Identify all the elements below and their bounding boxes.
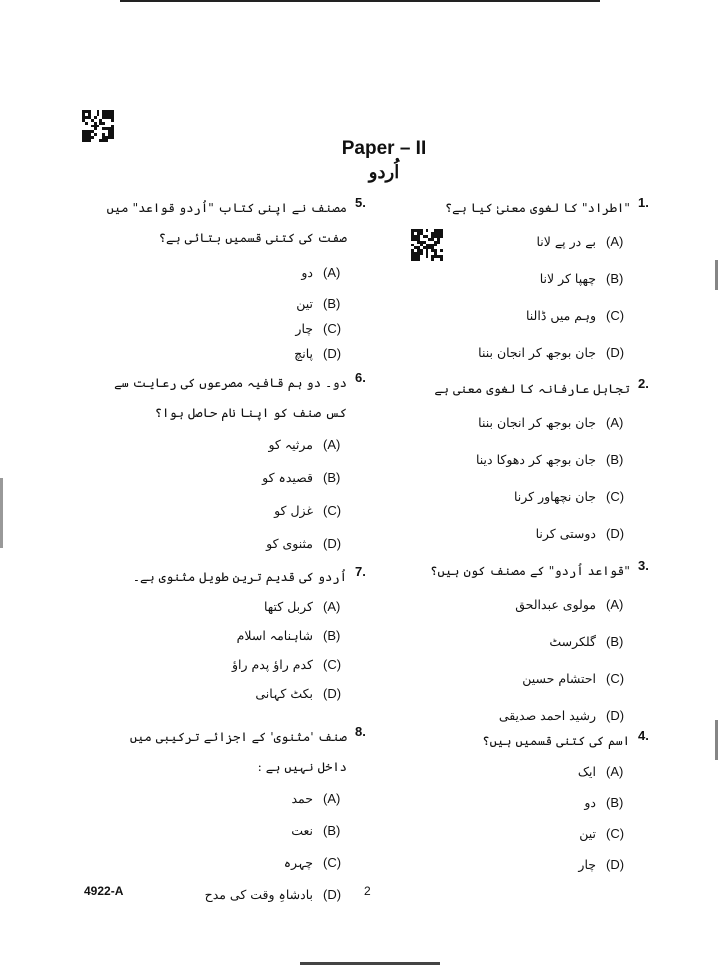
scan-edge-mark	[715, 720, 718, 760]
option-text: چھپا کر لانا	[539, 271, 596, 286]
option-letter: (D)	[323, 346, 342, 361]
option-c	[105, 316, 375, 341]
question-2	[388, 374, 658, 552]
option-text: نعت	[291, 822, 313, 838]
option-text: شاہنامہ اسلام	[236, 628, 313, 643]
option-a	[388, 756, 658, 787]
option-c	[105, 650, 375, 679]
option-b	[105, 621, 375, 650]
option-letter: (C)	[606, 308, 625, 323]
option-text: جان بوجھ کر دھوکا دینا	[475, 452, 596, 467]
option-letter: (D)	[323, 536, 342, 551]
option-letter: (A)	[323, 437, 341, 452]
option-letter: (B)	[323, 628, 341, 643]
option-letter: (A)	[323, 790, 341, 806]
option-a	[105, 253, 375, 291]
option-text: جان بوجھ کر انجان بننا	[478, 415, 596, 430]
option-c	[388, 660, 658, 697]
option-text: دوستی کرنا	[535, 526, 596, 541]
question-number: 3.	[638, 558, 649, 573]
option-d	[105, 878, 375, 910]
option-letter: (D)	[606, 526, 625, 541]
option-b	[388, 441, 658, 478]
option-letter: (C)	[606, 489, 625, 504]
option-letter: (D)	[323, 886, 342, 902]
option-text: ایک	[577, 764, 596, 779]
option-text: چہرہ	[283, 854, 313, 870]
question-5	[105, 193, 375, 366]
page-title: Paper – II	[341, 138, 427, 159]
option-c	[105, 494, 375, 527]
option-letter: (C)	[606, 826, 625, 841]
option-letter: (C)	[606, 671, 625, 686]
question-number: 4.	[638, 728, 649, 743]
option-text: جان بوجھ کر انجان بننا	[478, 345, 596, 360]
option-text: بے در پے لانا	[536, 234, 596, 249]
option-a	[105, 782, 375, 814]
option-b	[105, 291, 375, 316]
question-number: 7.	[355, 564, 366, 579]
option-text: گلکرسٹ	[549, 634, 596, 649]
option-text: بادشاہِ وقت کی مدح	[204, 886, 313, 902]
option-d	[388, 849, 658, 880]
question-4	[388, 726, 658, 880]
option-d	[388, 515, 658, 552]
scan-edge-mark	[0, 478, 3, 548]
option-d	[105, 679, 375, 708]
option-c	[105, 846, 375, 878]
option-text: مولوی عبدالحق	[515, 597, 596, 612]
question-number: 2.	[638, 376, 649, 391]
option-text: کدم راؤ پدم راؤ	[231, 657, 313, 672]
scan-artifact-bottom	[300, 962, 440, 965]
question-text: صنف 'مثنوی' کے اجزائے ترکیبی میں داخل نہیں ہے :	[129, 729, 347, 774]
option-letter: (B)	[606, 795, 624, 810]
option-letter: (A)	[606, 234, 624, 249]
option-text: مثنوی کو	[266, 536, 313, 551]
question-number: 1.	[638, 195, 649, 210]
option-a	[388, 586, 658, 623]
scan-edge-mark	[715, 260, 718, 290]
question-number: 6.	[355, 370, 366, 385]
option-text: غزل کو	[274, 503, 313, 518]
question-1	[388, 193, 658, 371]
option-c	[388, 818, 658, 849]
option-letter: (B)	[323, 296, 341, 311]
option-text: رشید احمد صدیقی	[498, 708, 596, 723]
option-b	[388, 623, 658, 660]
option-text: پانچ	[294, 346, 313, 361]
option-text: چار	[295, 321, 313, 336]
option-d	[105, 527, 375, 560]
question-6	[105, 368, 375, 560]
question-number: 8.	[355, 724, 366, 739]
option-text: جان نچھاور کرنا	[514, 489, 596, 504]
option-d	[105, 341, 375, 366]
option-text: مرثیہ کو	[268, 437, 313, 452]
option-a	[105, 592, 375, 621]
scan-artifact-top	[120, 0, 600, 2]
option-letter: (A)	[323, 599, 341, 614]
option-letter: (C)	[323, 321, 342, 336]
option-letter: (B)	[606, 271, 624, 286]
option-text: بکٹ کہانی	[255, 686, 313, 701]
option-letter: (B)	[606, 634, 624, 649]
option-letter: (D)	[323, 686, 342, 701]
question-7	[105, 562, 375, 708]
question-number: 5.	[355, 195, 366, 210]
option-text: تین	[579, 826, 596, 841]
option-text: کربل کتھا	[263, 599, 313, 614]
option-letter: (A)	[606, 764, 624, 779]
option-text: حمد	[291, 790, 313, 806]
option-letter: (C)	[323, 854, 342, 870]
question-text: اُردو کی قدیم ترین طویل مثنوی ہے۔	[132, 569, 347, 584]
option-letter: (B)	[323, 470, 341, 485]
option-letter: (C)	[323, 503, 342, 518]
option-a	[388, 404, 658, 441]
page-number: 2	[364, 884, 371, 898]
option-letter: (A)	[606, 597, 624, 612]
option-text: احتشام حسین	[522, 671, 596, 686]
option-text: وہم میں ڈالنا	[525, 308, 596, 323]
question-text: "قواعد اُردو" کے مصنف کون ہیں؟	[430, 563, 630, 578]
option-b	[105, 461, 375, 494]
question-text: "اطراد" کا لغوی معنیٰ کیا ہے؟	[444, 200, 630, 215]
option-letter: (B)	[323, 822, 341, 838]
paper-code: 4922-A	[84, 884, 124, 898]
option-b	[105, 814, 375, 846]
option-a	[105, 428, 375, 461]
question-text: اسم کی کتنی قسمیں ہیں؟	[482, 733, 630, 748]
option-letter: (C)	[323, 657, 342, 672]
option-letter: (B)	[606, 452, 624, 467]
option-letter: (D)	[606, 708, 625, 723]
question-text: دو۔ دو ہم قافیہ مصرعوں کی رعایت سے کس صنف کو اپنا نام حاصل ہوا؟	[114, 375, 347, 420]
option-text: دو	[301, 264, 313, 280]
question-text: مصنف نے اپنی کتاب "اُردو قواعد" میں صفت کی کتنی قسمیں بتائی ہے؟	[106, 200, 347, 245]
option-text: چار	[578, 857, 596, 872]
option-letter: (D)	[606, 345, 625, 360]
option-letter: (D)	[606, 857, 625, 872]
question-3	[388, 556, 658, 734]
option-c	[388, 297, 658, 334]
option-c	[388, 478, 658, 515]
option-text: دو	[584, 795, 596, 810]
subject-title: اُردو	[368, 162, 400, 183]
option-letter: (A)	[323, 264, 341, 280]
option-text: تین	[296, 296, 313, 311]
option-d	[388, 334, 658, 371]
question-text: تجاہل عارفانہ کا لغوی معنی ہے	[434, 381, 630, 396]
option-a	[388, 223, 658, 260]
option-b	[388, 260, 658, 297]
question-8	[105, 722, 375, 910]
option-b	[388, 787, 658, 818]
option-letter: (A)	[606, 415, 624, 430]
option-text: قصیدہ کو	[262, 470, 313, 485]
